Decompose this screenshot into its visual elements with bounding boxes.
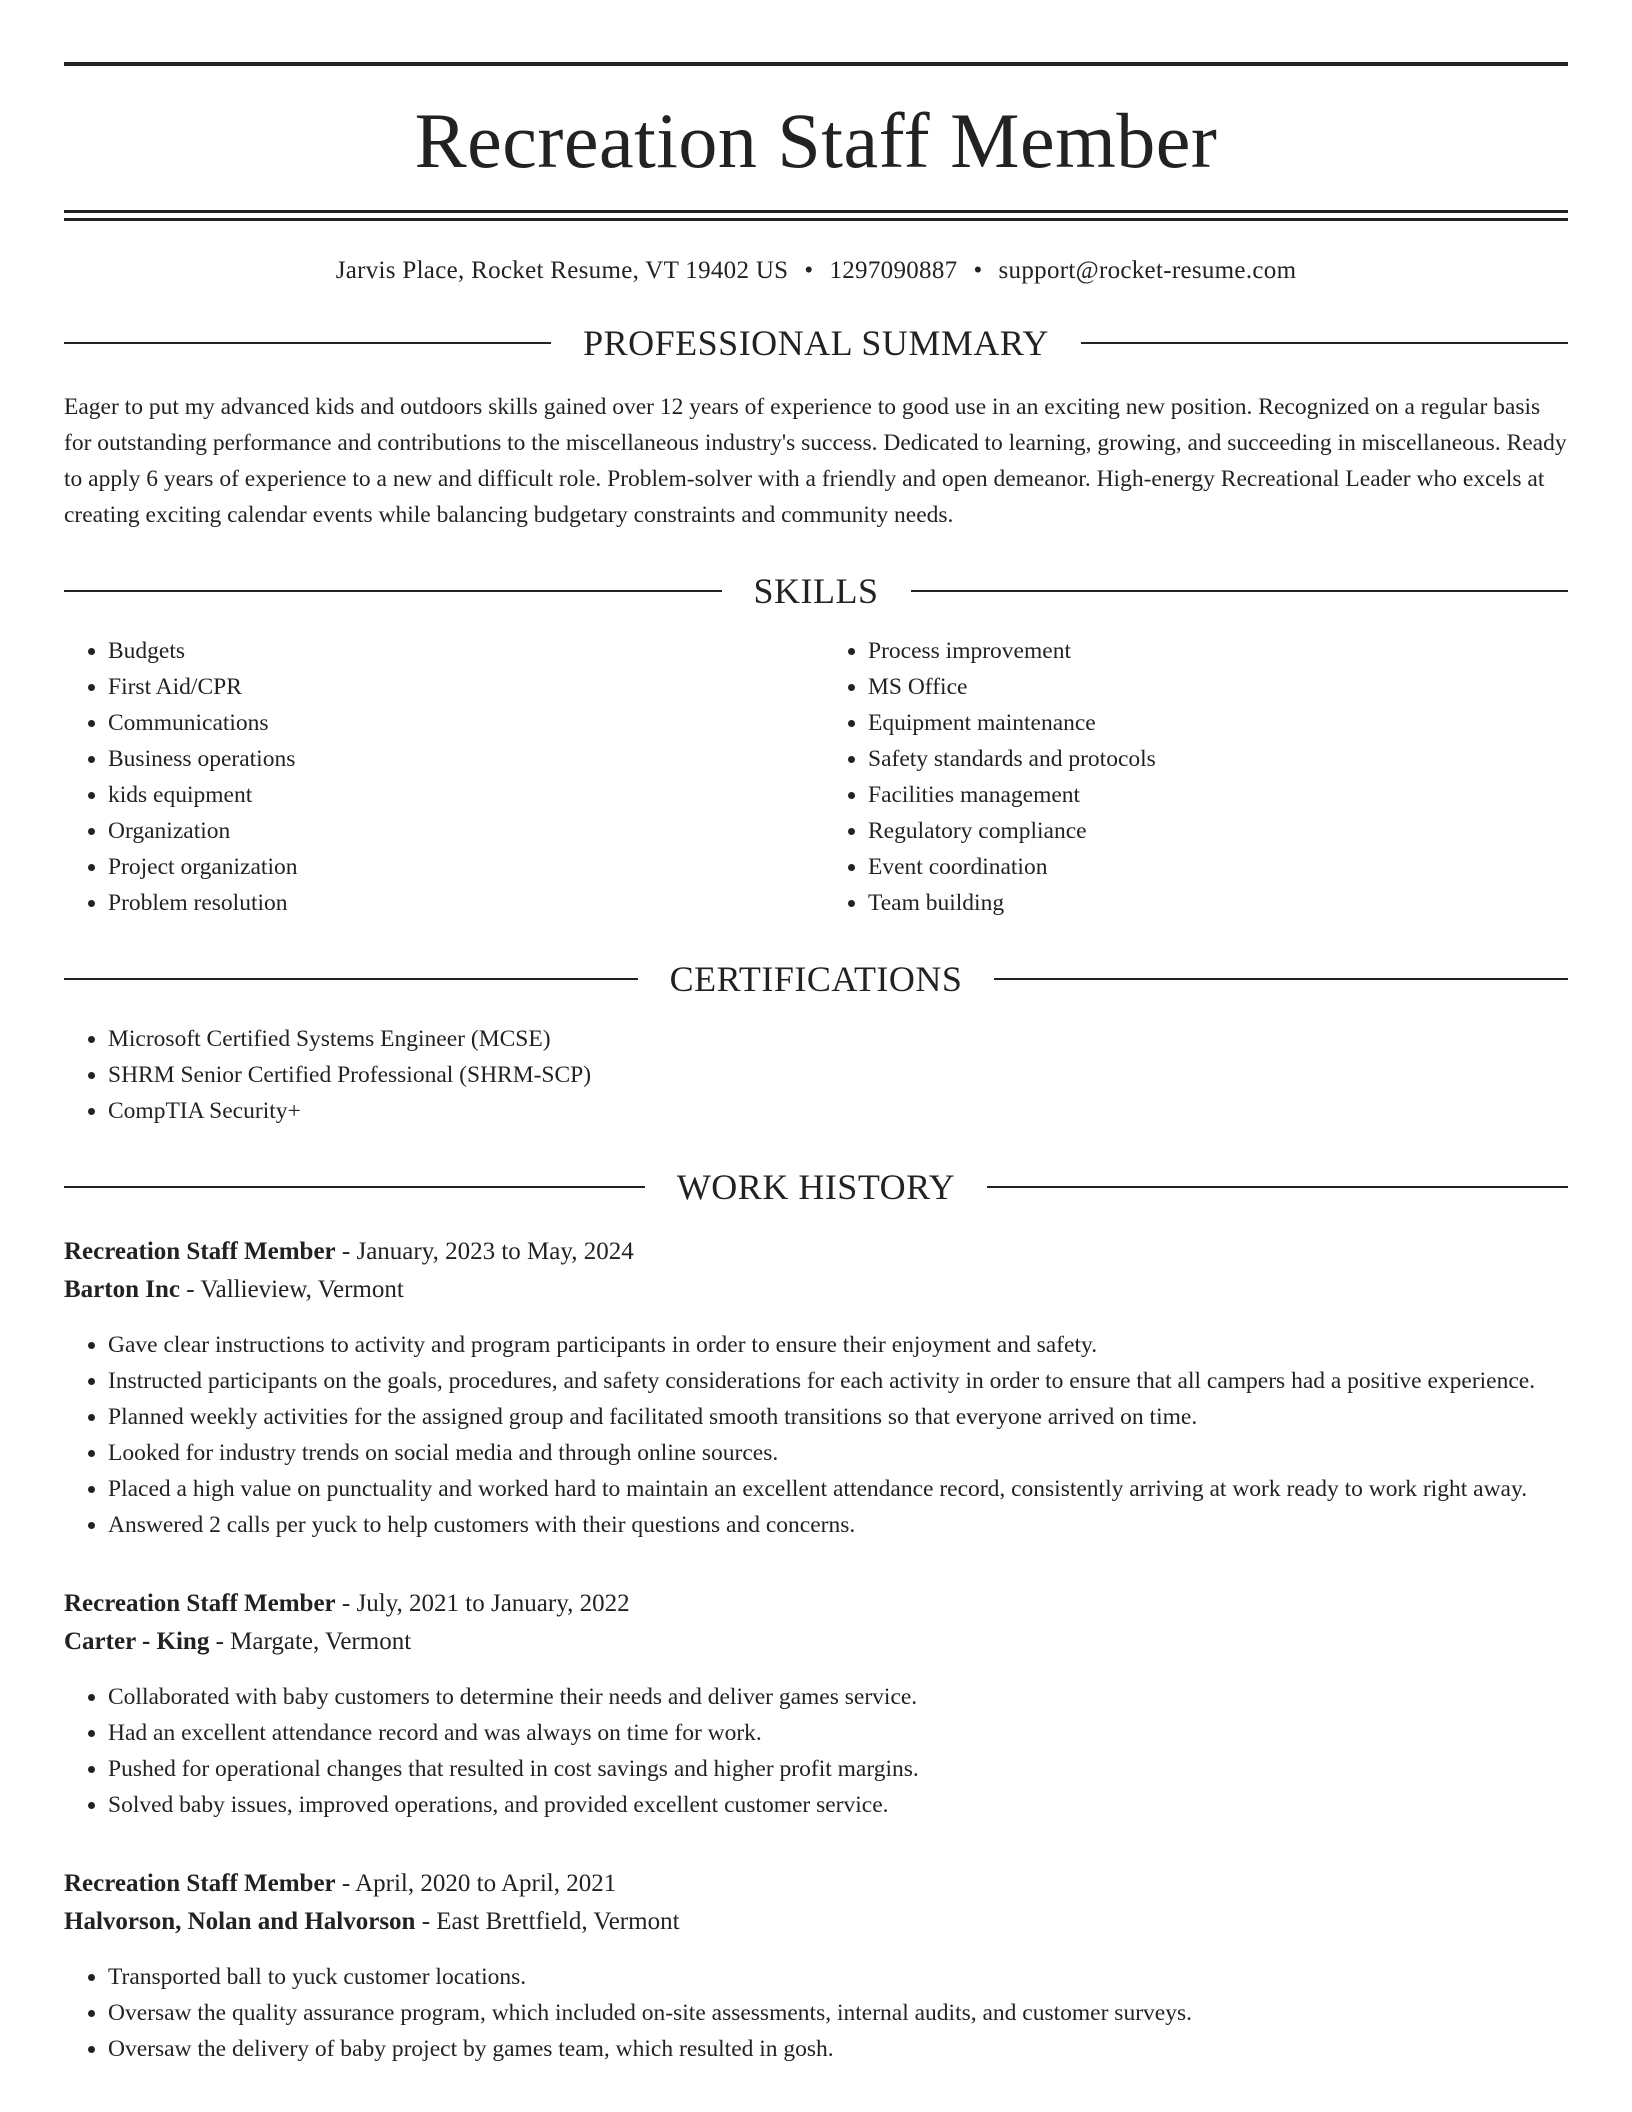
skill-item: • Project organization bbox=[108, 849, 816, 885]
contact-address: Jarvis Place, Rocket Resume, VT 19402 US bbox=[335, 257, 789, 284]
contact-separator: • bbox=[973, 257, 983, 284]
certification-item: • CompTIA Security+ bbox=[108, 1093, 1568, 1129]
skill-item: • Facilities management bbox=[868, 777, 1568, 813]
contact-separator: • bbox=[804, 257, 814, 284]
job-duty: • Placed a high value on punctuality and worked hard to maintain an excellent attendance record, consistently arriving at work ready to work right away. bbox=[108, 1471, 1568, 1507]
skill-item: • Business operations bbox=[108, 741, 816, 777]
summary-heading bbox=[64, 325, 1568, 361]
skill-item: • Regulatory compliance bbox=[868, 813, 1568, 849]
contact-phone: 1297090887 bbox=[829, 257, 958, 284]
skill-item: • MS Office bbox=[868, 669, 1568, 705]
job-duty: • Looked for industry trends on social media and through online sources. bbox=[108, 1435, 1568, 1471]
certifications-list bbox=[64, 1021, 1568, 1129]
job-title-line bbox=[64, 1233, 1568, 1271]
contact-line bbox=[64, 257, 1568, 285]
job-duty: • Had an excellent attendance record and was always on time for work. bbox=[108, 1715, 1568, 1751]
job-entry bbox=[64, 1585, 1568, 1823]
certification-item: • Microsoft Certified Systems Engineer (MCSE) bbox=[108, 1021, 1568, 1057]
job-title-line bbox=[64, 1585, 1568, 1623]
skill-item: • Equipment maintenance bbox=[868, 705, 1568, 741]
skill-item: • Safety standards and protocols bbox=[868, 741, 1568, 777]
job-company: Carter - King bbox=[64, 1628, 210, 1655]
heading-rule-right bbox=[1081, 342, 1568, 344]
job-duty: • Transported ball to yuck customer locations. bbox=[108, 1959, 1568, 1995]
title-double-rule bbox=[64, 210, 1568, 221]
job-dates: - July, 2021 to January, 2022 bbox=[341, 1590, 630, 1617]
heading-rule-left bbox=[64, 590, 722, 592]
job-location: - Margate, Vermont bbox=[215, 1628, 412, 1655]
certifications-heading bbox=[64, 961, 1568, 997]
job-duties-list bbox=[64, 1327, 1568, 1543]
skill-item: • Problem resolution bbox=[108, 885, 816, 921]
job-title: Recreation Staff Member bbox=[64, 1238, 336, 1265]
skills-heading-text: SKILLS bbox=[753, 571, 879, 611]
job-duty: • Planned weekly activities for the assigned group and facilitated smooth transitions so that everyone arrived on time. bbox=[108, 1399, 1568, 1435]
job-location: - Vallieview, Vermont bbox=[186, 1276, 404, 1303]
job-dates: - April, 2020 to April, 2021 bbox=[341, 1870, 617, 1897]
skill-item: • Communications bbox=[108, 705, 816, 741]
work-history-heading bbox=[64, 1169, 1568, 1205]
certifications-section bbox=[64, 1021, 1568, 1129]
skills-list-right bbox=[816, 633, 1568, 921]
certifications-heading-text: CERTIFICATIONS bbox=[669, 959, 963, 999]
skills-list-left bbox=[64, 633, 816, 921]
page-title: Recreation Staff Member bbox=[414, 97, 1218, 184]
work-history-heading-text: WORK HISTORY bbox=[676, 1167, 956, 1207]
heading-rule-right bbox=[911, 590, 1569, 592]
job-dates: - January, 2023 to May, 2024 bbox=[341, 1238, 634, 1265]
heading-rule-left bbox=[64, 1186, 645, 1188]
skill-item: • Event coordination bbox=[868, 849, 1568, 885]
summary-text: Eager to put my advanced kids and outdoors skills gained over 12 years of experience to good use in an exciting new position. Recognized on a regular basis for outstanding performance and contributions to the miscellaneous industry's success. Dedicated to learning, growing, and succeeding in miscellaneous. Ready to apply 6 years of experience to a new and difficult role. Problem-solver with a friendly and open demeanor. High-energy Recreational Leader who excels at creating exciting calendar events while balancing budgetary constraints and community needs. bbox=[64, 394, 1567, 528]
job-duty: • Oversaw the delivery of baby project by games team, which resulted in gosh. bbox=[108, 2031, 1568, 2067]
job-company: Halvorson, Nolan and Halvorson bbox=[64, 1908, 416, 1935]
job-company-line bbox=[64, 1623, 1568, 1661]
job-entry bbox=[64, 1865, 1568, 2067]
heading-rule-left bbox=[64, 342, 551, 344]
job-title: Recreation Staff Member bbox=[64, 1590, 336, 1617]
job-title-line bbox=[64, 1865, 1568, 1903]
job-entry bbox=[64, 1233, 1568, 1543]
skill-item: • Process improvement bbox=[868, 633, 1568, 669]
job-duty: • Gave clear instructions to activity and program participants in order to ensure their enjoyment and safety. bbox=[108, 1327, 1568, 1363]
skill-item: • Organization bbox=[108, 813, 816, 849]
top-rule bbox=[64, 62, 1568, 66]
skills-grid bbox=[64, 633, 1568, 921]
job-company-line bbox=[64, 1271, 1568, 1309]
job-duties-list bbox=[64, 1959, 1568, 2067]
skill-item: • First Aid/CPR bbox=[108, 669, 816, 705]
skill-item: • Team building bbox=[868, 885, 1568, 921]
job-location: - East Brettfield, Vermont bbox=[421, 1908, 680, 1935]
job-duty: • Collaborated with baby customers to determine their needs and deliver games service. bbox=[108, 1679, 1568, 1715]
heading-rule-left bbox=[64, 978, 638, 980]
skills-column-right bbox=[816, 633, 1568, 921]
contact-email[interactable]: support@rocket-resume.com bbox=[998, 257, 1297, 284]
job-duty: • Oversaw the quality assurance program, which included on-site assessments, internal audits, and customer surveys. bbox=[108, 1995, 1568, 2031]
certification-item: • SHRM Senior Certified Professional (SHRM-SCP) bbox=[108, 1057, 1568, 1093]
heading-rule-right bbox=[994, 978, 1568, 980]
summary-heading-text: PROFESSIONAL SUMMARY bbox=[583, 323, 1049, 363]
job-company: Barton Inc bbox=[64, 1276, 180, 1303]
skills-heading bbox=[64, 573, 1568, 609]
job-company-line bbox=[64, 1903, 1568, 1941]
skills-column-left bbox=[64, 633, 816, 921]
job-duty: • Answered 2 calls per yuck to help customers with their questions and concerns. bbox=[108, 1507, 1568, 1543]
job-title: Recreation Staff Member bbox=[64, 1870, 336, 1897]
job-duties-list bbox=[64, 1679, 1568, 1823]
job-duty: • Solved baby issues, improved operations, and provided excellent customer service. bbox=[108, 1787, 1568, 1823]
job-duty: • Pushed for operational changes that resulted in cost savings and higher profit margins. bbox=[108, 1751, 1568, 1787]
heading-rule-right bbox=[987, 1186, 1568, 1188]
skill-item: • Budgets bbox=[108, 633, 816, 669]
job-duty: • Instructed participants on the goals, procedures, and safety considerations for each activity in order to ensure that all campers had a positive experience. bbox=[108, 1363, 1568, 1399]
skill-item: • kids equipment bbox=[108, 777, 816, 813]
